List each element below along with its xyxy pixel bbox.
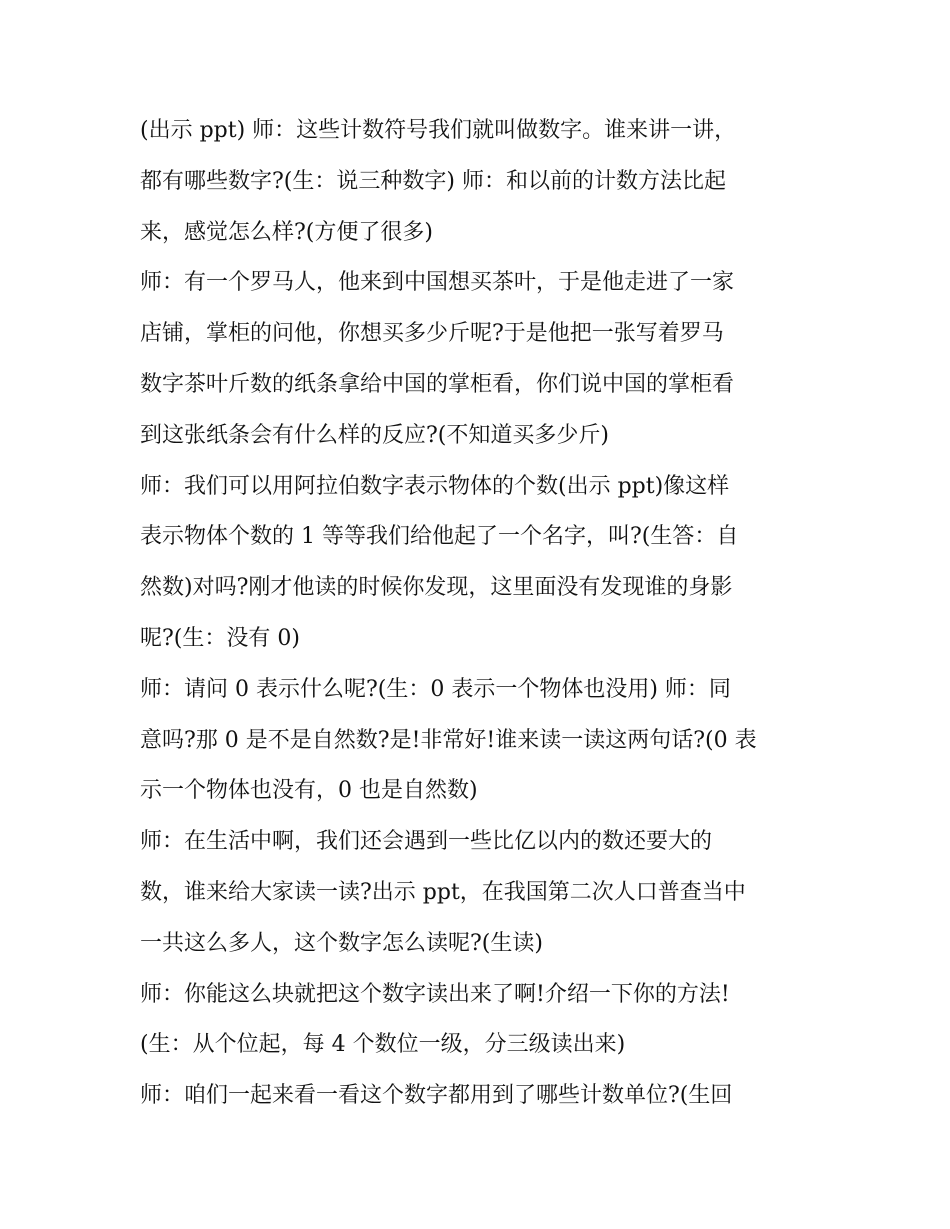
- document-body: [140, 106, 840, 1122]
- text-line: 师：你能这么块就把这个数字读出来了啊!介绍一下你的方法!: [140, 981, 730, 1007]
- text-line: 师：在生活中啊，我们还会遇到一些比亿以内的数还要大的: [140, 829, 713, 855]
- text-line: 数，谁来给大家读一读?出示 ppt，在我国第二次人口普查当中: [140, 879, 746, 905]
- text-line: 然数)对吗?刚才他读的时候你发现，这里面没有发现谁的身影: [140, 575, 733, 601]
- text-line: 一共这么多人，这个数字怎么读呢?(生读): [140, 930, 543, 956]
- text-line: 师：我们可以用阿拉伯数字表示物体的个数(出示 ppt)像这样: [140, 473, 730, 499]
- text-line: 都有哪些数字?(生：说三种数字) 师：和以前的计数方法比起: [140, 168, 726, 194]
- text-line: 示一个物体也没有，0 也是自然数): [140, 778, 478, 804]
- text-line: 师：咱们一起来看一看这个数字都用到了哪些计数单位?(生回: [140, 1083, 733, 1109]
- text-line: 意吗?那 0 是不是自然数?是!非常好!谁来读一读这两句话?(0 表: [140, 727, 757, 753]
- text-line: 来，感觉怎么样?(方便了很多): [140, 219, 433, 245]
- text-line: (出示 ppt) 师：这些计数符号我们就叫做数字。谁来讲一讲，: [140, 118, 737, 143]
- text-line: 呢?(生：没有 0): [140, 625, 300, 651]
- text-line: 数字茶叶斤数的纸条拿给中国的掌柜看，你们说中国的掌柜看: [140, 371, 735, 397]
- text-line: 师：有一个罗马人，他来到中国想买茶叶，于是他走进了一家: [140, 270, 735, 296]
- text-line: 到这张纸条会有什么样的反应?(不知道买多少斤): [140, 422, 609, 448]
- text-line: 表示物体个数的 1 等等我们给他起了一个名字，叫?(生答：自: [140, 524, 739, 550]
- text-line: (生：从个位起，每 4 个数位一级，分三级读出来): [140, 1032, 626, 1058]
- text-line: 师：请问 0 表示什么呢?(生：0 表示一个物体也没用) 师：同: [140, 676, 731, 702]
- text-line: 店铺，掌柜的问他，你想买多少斤呢?于是他把一张写着罗马: [140, 321, 724, 347]
